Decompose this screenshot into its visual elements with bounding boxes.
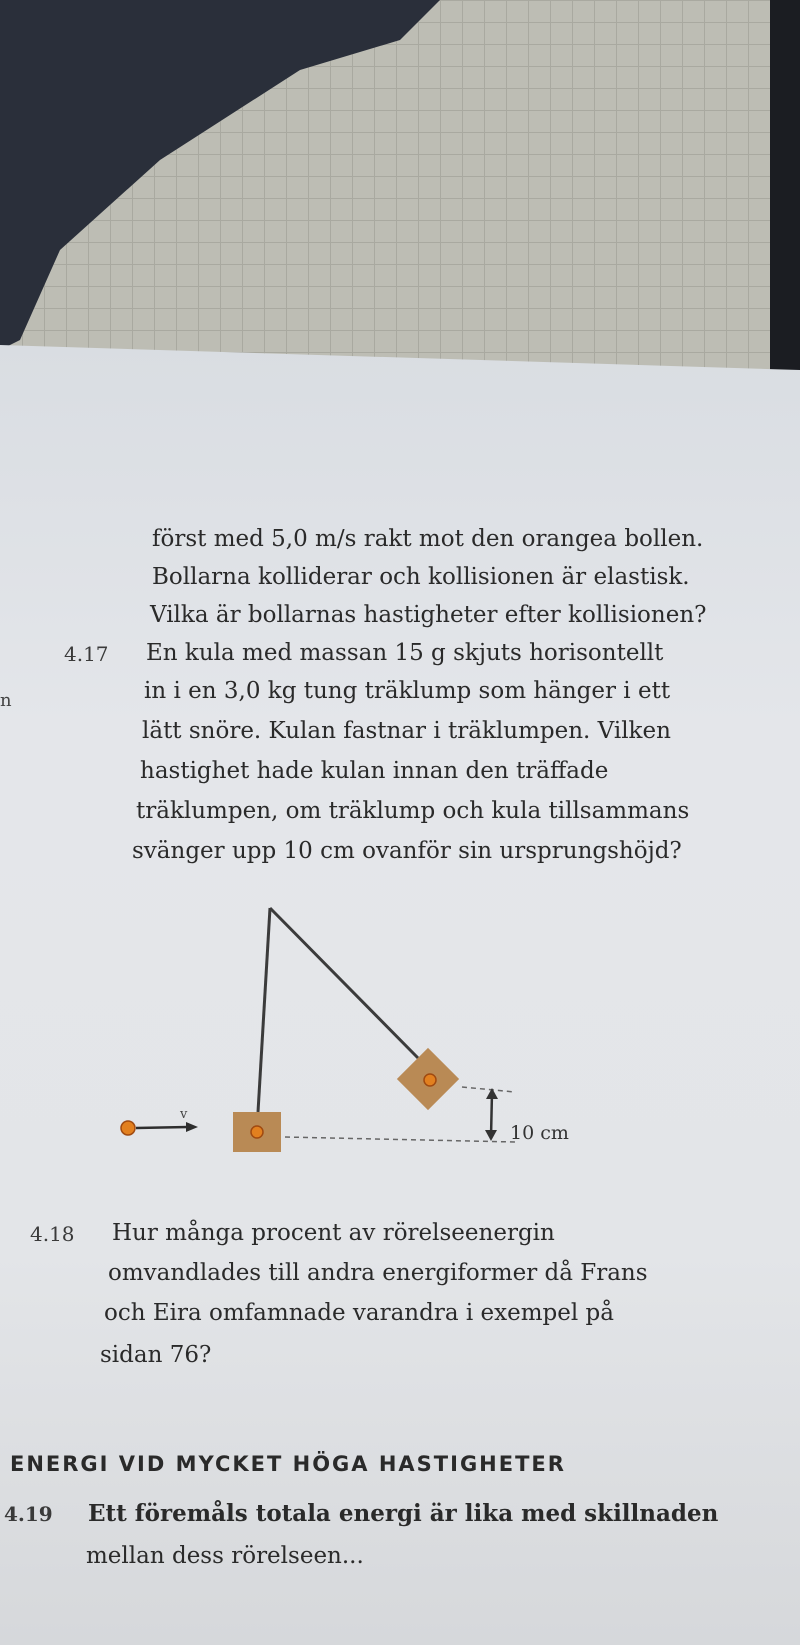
section-heading: ENERGI VID MYCKET HÖGA HASTIGHETER bbox=[10, 1452, 566, 1476]
margin-mark: n bbox=[0, 690, 12, 711]
bullet-in-block bbox=[251, 1126, 263, 1138]
bullet bbox=[121, 1121, 135, 1135]
baseline-dashed bbox=[285, 1137, 515, 1142]
problem-number-418: 4.18 bbox=[30, 1222, 75, 1246]
problem-419-line: Ett föremåls totala energi är lika med skillnaden bbox=[88, 1500, 719, 1527]
velocity-arrow bbox=[136, 1127, 188, 1128]
problem-418-line: sidan 76? bbox=[100, 1342, 212, 1368]
bullet-in-swung-block bbox=[424, 1074, 436, 1086]
height-arrow-up bbox=[486, 1088, 498, 1099]
problem-number-417: 4.17 bbox=[64, 642, 109, 666]
velocity-arrow-head bbox=[186, 1122, 198, 1132]
text-line: först med 5,0 m/s rakt mot den orangea bollen. bbox=[152, 526, 704, 552]
problem-419-line: mellan dess rörelseen... bbox=[86, 1543, 364, 1569]
problem-417-line: in i en 3,0 kg tung träklump som hänger i ett bbox=[144, 678, 671, 704]
problem-418-line: omvandlades till andra energiformer då Frans bbox=[108, 1260, 648, 1286]
top-dashed bbox=[462, 1087, 515, 1092]
velocity-label: v bbox=[180, 1107, 188, 1122]
problem-number-419: 4.19 bbox=[4, 1502, 53, 1526]
problem-417-line: svänger upp 10 cm ovanför sin ursprungshöjd? bbox=[132, 838, 682, 864]
height-arrow-down bbox=[485, 1130, 497, 1141]
problem-417-line: träklumpen, om träklump och kula tillsammans bbox=[136, 798, 690, 824]
text-line: Bollarna kolliderar och kollisionen är elastisk. bbox=[152, 564, 690, 590]
problem-417-line: hastighet hade kulan innan den träffade bbox=[140, 758, 609, 784]
problem-418-line: Hur många procent av rörelseenergin bbox=[112, 1220, 555, 1246]
height-label: 10 cm bbox=[510, 1122, 569, 1144]
problem-417-line: En kula med massan 15 g skjuts horisontellt bbox=[146, 640, 664, 666]
swung-string bbox=[270, 908, 418, 1058]
problem-417-line: lätt snöre. Kulan fastnar i träklumpen. Vilken bbox=[142, 718, 671, 744]
vertical-string bbox=[258, 908, 270, 1112]
problem-418-line: och Eira omfamnade varandra i exempel på bbox=[104, 1300, 614, 1326]
text-line: Vilka är bollarnas hastigheter efter kollisionen? bbox=[150, 602, 707, 628]
